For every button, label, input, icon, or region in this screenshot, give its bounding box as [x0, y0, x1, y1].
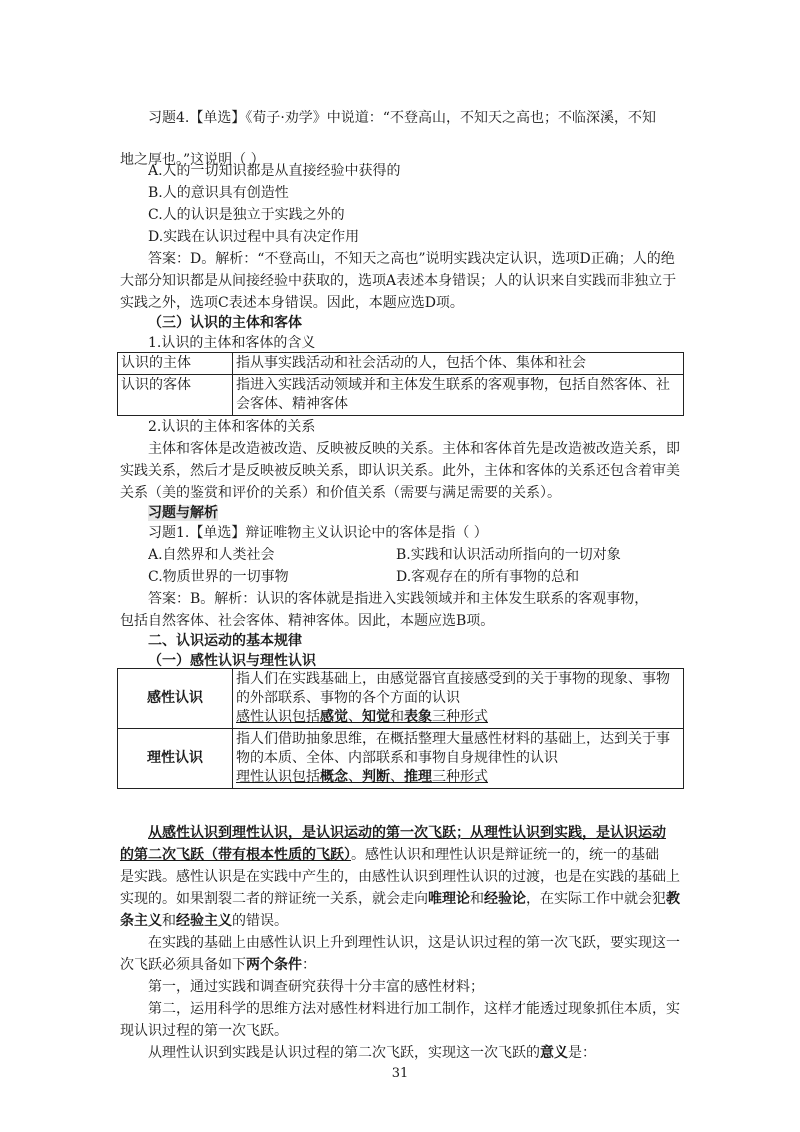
q1-answer-line2: 包括自然客体、社会客体、精神客体。因此，本题应选B项。: [120, 613, 495, 629]
leap-line4-b: 和: [470, 891, 484, 907]
page-number: 31: [391, 1066, 409, 1081]
second-leap-a: 从理性认识到实践是认识过程的第二次飞跃，实现这一次飞跃的: [148, 1045, 540, 1061]
rational-line1: 指人们借助抽象思维，在概括整理大量感性材料的基础上，达到关于事: [236, 731, 670, 747]
perceptual-forms-suffix: 三种形式: [432, 709, 488, 725]
second-leap-bold: 的第二次飞跃（带有根本性质的飞跃）: [120, 847, 351, 863]
q1-stem: 习题1.【单选】辩证唯物主义认识论中的客体是指（ ）: [148, 525, 488, 541]
relation-para-line2: 实践关系，然后才是反映被反映关系，即认识关系。此外，主体和客体的关系还包含着审美: [120, 463, 680, 479]
term-dogmatism-start: 教: [666, 891, 680, 907]
q4-answer-line3: 实践之外，选项C表述本身错误。因此，本题应选D项。: [120, 295, 464, 311]
section3-sub2: 2.认识的主体和客体的关系: [148, 419, 316, 435]
term-perception: 知觉: [362, 709, 390, 725]
q4-stem-line1: 习题4.【单选】《荀子·劝学》中说道：“不登高山，不知天之高也；不临深溪，不知: [148, 110, 656, 126]
leap-para-line1: 从感性认识到理性认识，是认识运动的第一次飞跃；从理性认识到实践，是认识运动: [148, 825, 666, 841]
rational-desc: [233, 729, 684, 789]
term-two-conditions: 两个条件: [246, 957, 302, 973]
condition-first: 第一，通过实践和调查研究获得十分丰富的感性材料；: [148, 979, 484, 995]
term-concept: 概念: [320, 769, 348, 785]
condition-para-line1: 在实践的基础上由感性认识上升到理性认识，这是认识过程的第一次飞跃，要实现这一: [148, 935, 680, 951]
perceptual-label: 感性认识: [118, 669, 233, 729]
object-text-line1: 指进入实践活动领域并和主体发生联系的客观事物，包括自然客体、社: [236, 377, 670, 393]
leap-line4-a: 实现的。如果割裂二者的辩证统一关系，就会走向: [120, 891, 428, 907]
separator: 和: [390, 709, 404, 725]
table-row: [118, 669, 684, 729]
exercises-heading-text: 习题与解析: [148, 505, 218, 521]
q1-option-c: C.物质世界的一切事物: [148, 569, 289, 585]
object-text-line2: 会客体、精神客体: [236, 396, 348, 412]
term-sensation: 感觉: [320, 709, 348, 725]
term-empiricism: 经验论: [484, 891, 526, 907]
leap-para-line4: [120, 889, 685, 909]
condition-line2-a: 次飞跃必须具备如下: [120, 957, 246, 973]
second-leap-line: [148, 1043, 685, 1063]
term-representation: 表象: [404, 709, 432, 725]
cognition-table: [117, 668, 684, 789]
table-row: [118, 729, 684, 789]
q4-option-a: A.人的一切知识都是从直接经验中获得的: [148, 163, 401, 179]
leap-para-line2: [120, 845, 685, 865]
term-empiricism-doctrine: 经验主义: [176, 913, 232, 929]
q4-answer-line1: 答案：D。解析：“不登高山，不知天之高也”说明实践决定认识，选项D正确；人的绝: [148, 251, 675, 267]
leap-line5-b: 的错误。: [232, 913, 288, 929]
term-dogmatism-end: 条主义: [120, 913, 162, 929]
separator: 、: [348, 709, 362, 725]
q4-option-b: B.人的意识具有创造性: [148, 185, 289, 201]
section3-heading: （三）认识的主体和客体: [148, 315, 302, 331]
section3-sub1: 1.认识的主体和客体的含义: [148, 335, 316, 351]
condition-second-line1: 第二，运用科学的思维方法对感性材料进行加工制作，这样才能透过现象抓住本质，实: [148, 1001, 680, 1017]
subject-object-table: [117, 352, 684, 416]
subject-label: 认识的主体: [118, 353, 233, 375]
subject-text: 指从事实践活动和社会活动的人，包括个体、集体和社会: [233, 353, 684, 375]
leap-line5-a: 和: [162, 913, 176, 929]
condition-line2-b: ：: [302, 957, 316, 973]
perceptual-line1: 指人们在实践基础上，由感觉器官直接感受到的关于事物的现象、事物: [236, 671, 670, 687]
rational-line3: [236, 768, 680, 787]
leap-line4-c: ，在实际工作中就会犯: [526, 891, 666, 907]
rational-line2: 物的本质、全体、内部联系和事物自身规律性的认识: [236, 750, 558, 766]
q4-stem-line2: 地之厚也。”这说明（ ）: [120, 152, 265, 168]
perceptual-forms-prefix: 感性认识包括: [236, 709, 320, 725]
q1-option-d: D.客观存在的所有事物的总和: [396, 569, 580, 585]
separator: 、: [348, 769, 362, 785]
second-leap-b: 是：: [568, 1045, 596, 1061]
rational-forms-suffix: 三种形式: [432, 769, 488, 785]
perceptual-line2: 的外部联系、事物的各个方面的认识: [236, 690, 460, 706]
q1-option-b: B.实践和认识活动所指向的一切对象: [396, 547, 621, 563]
separator: 、: [390, 769, 404, 785]
term-rationalism: 唯理论: [428, 891, 470, 907]
q1-answer-line1: 答案：B。解析：认识的客体就是指进入实践领域并和主体发生联系的客观事物，: [148, 591, 649, 607]
section-two-heading: 二、认识运动的基本规律: [148, 633, 302, 649]
leap-line2-rest: 。感性认识和理性认识是辩证统一的，统一的基础: [351, 847, 659, 863]
section-two-subheading: （一）感性认识与理性认识: [148, 653, 316, 669]
q1-option-a: A.自然界和人类社会: [148, 547, 275, 563]
rational-label: 理性认识: [118, 729, 233, 789]
relation-para-line1: 主体和客体是改造被改造、反映被反映的关系。主体和客体首先是改造被改造关系，即: [148, 441, 680, 457]
perceptual-line3: [236, 708, 680, 727]
term-significance: 意义: [540, 1045, 568, 1061]
object-text: [233, 375, 684, 416]
leap-para-line5: [120, 911, 685, 931]
table-row: [118, 353, 684, 375]
term-reasoning: 推理: [404, 769, 432, 785]
condition-para-line2: [120, 955, 685, 975]
table-row: [118, 375, 684, 416]
term-judgment: 判断: [362, 769, 390, 785]
relation-para-line3: 关系（美的鉴赏和评价的关系）和价值关系（需要与满足需要的关系）。: [120, 485, 561, 501]
q4-option-c: C.人的认识是独立于实践之外的: [148, 207, 345, 223]
q4-answer-line2: 大部分知识都是从间接经验中获取的，选项A表述本身错误；人的认识来自实践而非独立于: [120, 273, 677, 289]
leap-para-line3: 是实践。感性认识是在实践中产生的，由感性认识到理性认识的过渡，也是在实践的基础上: [120, 869, 680, 885]
condition-second-line2: 现认识过程的第一次飞跃。: [120, 1023, 288, 1039]
q4-option-d: D.实践在认识过程中具有决定作用: [148, 229, 360, 245]
perceptual-desc: [233, 669, 684, 729]
rational-forms-prefix: 理性认识包括: [236, 769, 320, 785]
exercises-heading: [148, 503, 685, 523]
object-label: 认识的客体: [118, 375, 233, 416]
